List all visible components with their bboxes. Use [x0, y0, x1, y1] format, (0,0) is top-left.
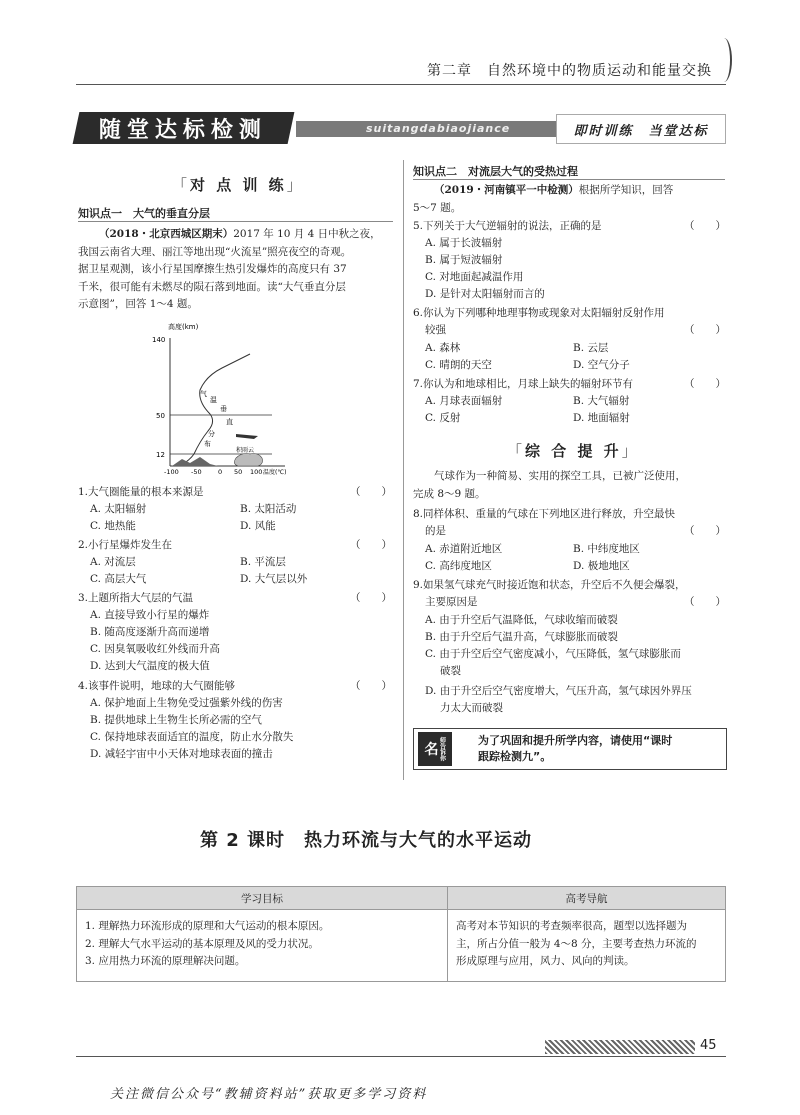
- lesson-title: 第 2 课时 热力环流与大气的水平运动: [200, 830, 533, 851]
- y-tick-12: 12: [156, 451, 165, 459]
- mountain-shape: [172, 457, 218, 466]
- section-title-practice: 「对 点 训 练」: [172, 176, 305, 194]
- curve-label-1: 气: [200, 390, 207, 398]
- q7-option-c: C. 反射: [425, 412, 461, 424]
- learning-goals-table: [76, 886, 726, 982]
- goal-item: 1. 理解热力环流形成的原理和大气运动的根本原因。: [85, 920, 330, 932]
- q7-option-d: D. 地面辐射: [573, 412, 630, 424]
- q7-option-b: B. 大气辐射: [573, 395, 630, 407]
- navigation-cell: 高考对本节知识的考查频率很高，题型以选择题为 主，所占分值一般为 4～8 分，主要考查热力环流的 形成原理与应用，风力、风向的判读。: [448, 910, 726, 982]
- q9-option-c-cont: 破裂: [440, 665, 461, 677]
- intro-paragraph-2: （2019・河南镇平一中检测）根据所学知识，回答 5～7 题。: [413, 184, 674, 214]
- footer-note: 关注微信公众号“教辅资料站”获取更多学习资料: [110, 1087, 428, 1102]
- goals-cell: [77, 910, 448, 982]
- question-6-stem-cont: 较强: [425, 324, 446, 336]
- q1-option-d: D. 风能: [240, 520, 276, 532]
- q1-option-b: B. 太阳活动: [240, 503, 297, 515]
- curve-label-4: 直: [226, 418, 233, 426]
- question-8-stem-cont: 的是: [425, 525, 446, 537]
- q6-option-a: A. 森林: [425, 342, 461, 354]
- question-4-answer-paren: （ ）: [350, 680, 392, 692]
- goal-item: 2. 理解大气水平运动的基本原理及风的受力状况。: [85, 937, 319, 950]
- q8-option-b: B. 中纬度地区: [573, 543, 640, 555]
- airplane-icon: [236, 434, 258, 439]
- q4-option-b: B. 提供地球上生物生长所必需的空气: [90, 714, 262, 726]
- q3-option-c: C. 因臭氧吸收红外线而升高: [90, 643, 220, 655]
- curve-label-3: 垂: [220, 405, 227, 413]
- question-4-stem: 4.该事件说明，地球的大气圈能够: [78, 680, 236, 692]
- x-tick-minus100: -100: [164, 468, 179, 476]
- x-tick-100: 100: [250, 468, 263, 476]
- y-tick-50: 50: [156, 412, 165, 420]
- q9-option-c: C. 由于升空后空气密度减小，气压降低，氢气球膨胀而: [425, 648, 681, 660]
- question-8-stem: 8.同样体积、重量的气球在下列地区进行释放，升空最快: [413, 508, 676, 520]
- q6-option-b: B. 云层: [573, 342, 609, 354]
- q5-option-c: C. 对地面起减温作用: [425, 271, 524, 283]
- q2-option-d: D. 大气层以外: [240, 573, 308, 585]
- q3-option-b: B. 随高度逐渐升高而递增: [90, 626, 210, 638]
- x-tick-minus50: -50: [191, 468, 202, 476]
- q5-option-d: D. 是针对太阳辐射而言的: [425, 288, 545, 300]
- question-9-stem: 9.如果氢气球充气时接近饱和状态，升空后不久便会爆裂，: [413, 579, 686, 591]
- q7-option-a: A. 月球表面辐射: [425, 395, 503, 407]
- question-9-answer-paren: （ ）: [684, 596, 726, 608]
- q8-option-a: A. 赤道附近地区: [425, 543, 503, 555]
- q3-option-d: D. 达到大气温度的极大值: [90, 660, 210, 672]
- q1-option-c: C. 地热能: [90, 520, 136, 532]
- knowledge-point-1: 知识点一 大气的垂直分层: [78, 207, 210, 220]
- question-3-answer-paren: （ ）: [350, 592, 392, 604]
- banner-slogan: 即时训练 当堂达标: [556, 114, 726, 144]
- kp2-rule: [413, 179, 725, 180]
- table-header-navigation: 高考导航: [448, 887, 726, 910]
- intro-paragraph-3: 气球作为一种简易、实用的探空工具，已被广泛使用， 完成 8～9 题。: [413, 470, 686, 500]
- question-7-stem: 7.你认为和地球相比，月球上缺失的辐射环节有: [413, 378, 634, 390]
- chapter-header: 第二章 自然环境中的物质运动和能量交换: [427, 63, 712, 79]
- teacher-tip-text: 为了巩固和提升所学内容，请使用“课时 跟踪检测九”。: [478, 734, 673, 763]
- q5-option-b: B. 属于短波辐射: [425, 254, 503, 266]
- q8-option-c: C. 高纬度地区: [425, 560, 492, 572]
- column-divider: [403, 160, 404, 780]
- cumulonimbus-shape: [234, 454, 262, 467]
- question-2-answer-paren: （ ）: [350, 539, 392, 551]
- question-8-answer-paren: （ ）: [684, 525, 726, 537]
- curve-label-6: 布: [204, 440, 211, 448]
- question-1-stem: 1.大气圈能量的根本来源是: [78, 486, 204, 498]
- footer-rule: [76, 1056, 726, 1057]
- q2-option-a: A. 对流层: [90, 556, 136, 568]
- y-tick-140: 140: [152, 336, 166, 344]
- clouds-label: 积雨云: [236, 447, 255, 454]
- q3-option-a: A. 直接导致小行星的爆炸: [90, 609, 210, 621]
- question-2-stem: 2.小行星爆炸发生在: [78, 539, 173, 551]
- question-3-stem: 3.上题所指大气层的气温: [78, 592, 194, 604]
- header-rule: [76, 84, 726, 85]
- q9-option-a: A. 由于升空后气温降低，气球收缩而破裂: [425, 614, 618, 626]
- section-banner: [76, 112, 726, 144]
- goal-item: 3. 应用热力环流的原理解决问题。: [85, 955, 246, 967]
- q9-option-b: B. 由于升空后气温升高，气球膨胀而破裂: [425, 631, 618, 643]
- question-1-answer-paren: （ ）: [350, 486, 392, 498]
- question-6-answer-paren: （ ）: [684, 324, 726, 336]
- q6-option-d: D. 空气分子: [573, 359, 630, 371]
- intro-paragraph-1: （2018・北京西城区期末）2017 年 10 月 4 日中秋之夜， 我国云南省大理、丽江等地出现“火流星”照亮夜空的奇观。 据卫星观测，该小行星国摩擦生热引发爆炸的高度只有 37 千米，很可能有未燃尽的陨石落到地面。读“大气垂直分层 示意图”，回答 1～4 题。: [78, 228, 381, 310]
- q8-option-d: D. 极地地区: [573, 560, 630, 572]
- question-9-stem-cont: 主要原因是: [425, 596, 478, 608]
- footer-stripes: [545, 1040, 695, 1054]
- question-5-answer-paren: （ ）: [684, 220, 726, 232]
- q2-option-c: C. 高层大气: [90, 573, 147, 585]
- q4-option-c: C. 保持地球表面适宜的温度，防止水分散失: [90, 731, 294, 743]
- q6-option-c: C. 晴朗的天空: [425, 359, 492, 371]
- question-7-answer-paren: （ ）: [684, 378, 726, 390]
- curve-label-5: 分: [208, 430, 215, 438]
- banner-title: 随堂达标检测: [73, 112, 295, 144]
- teacher-tip-box: [413, 728, 727, 770]
- banner-pinyin: suitangdabiaojiance: [366, 122, 511, 135]
- atmosphere-layer-diagram: [150, 316, 300, 476]
- q4-option-d: D. 减轻宇宙中小天体对地球表面的撞击: [90, 748, 273, 760]
- header-decoration: [716, 38, 732, 82]
- table-header-goals: 学习目标: [77, 887, 448, 910]
- question-5-stem: 5.下列关于大气逆辐射的说法，正确的是: [413, 220, 602, 232]
- knowledge-point-2: 知识点二 对流层大气的受热过程: [413, 165, 578, 178]
- q5-option-a: A. 属于长波辐射: [425, 237, 503, 249]
- kp1-rule: [78, 221, 393, 222]
- page-number: 45: [700, 1038, 717, 1053]
- q9-option-d-cont: 力太大而破裂: [440, 702, 503, 714]
- x-tick-50: 50: [234, 468, 243, 476]
- q4-option-a: A. 保护地面上生物免受过强紫外线的伤害: [90, 697, 283, 709]
- q2-option-b: B. 平流层: [240, 556, 286, 568]
- teacher-badge: 名 师告诉你: [418, 732, 452, 766]
- q1-option-a: A. 太阳辐射: [90, 503, 147, 515]
- q9-option-d: D. 由于升空后空气密度增大，气压升高，氢气球因外界压: [425, 685, 692, 697]
- curve-label-2: 温: [210, 396, 217, 404]
- y-axis-label: 高度(km): [168, 323, 199, 331]
- question-6-stem: 6.你认为下列哪种地理事物或现象对太阳辐射反射作用: [413, 307, 665, 319]
- x-tick-0: 0: [218, 468, 223, 476]
- section-title-comprehensive: 「综 合 提 升」: [507, 442, 640, 460]
- x-axis-label: 温度(℃): [263, 469, 287, 476]
